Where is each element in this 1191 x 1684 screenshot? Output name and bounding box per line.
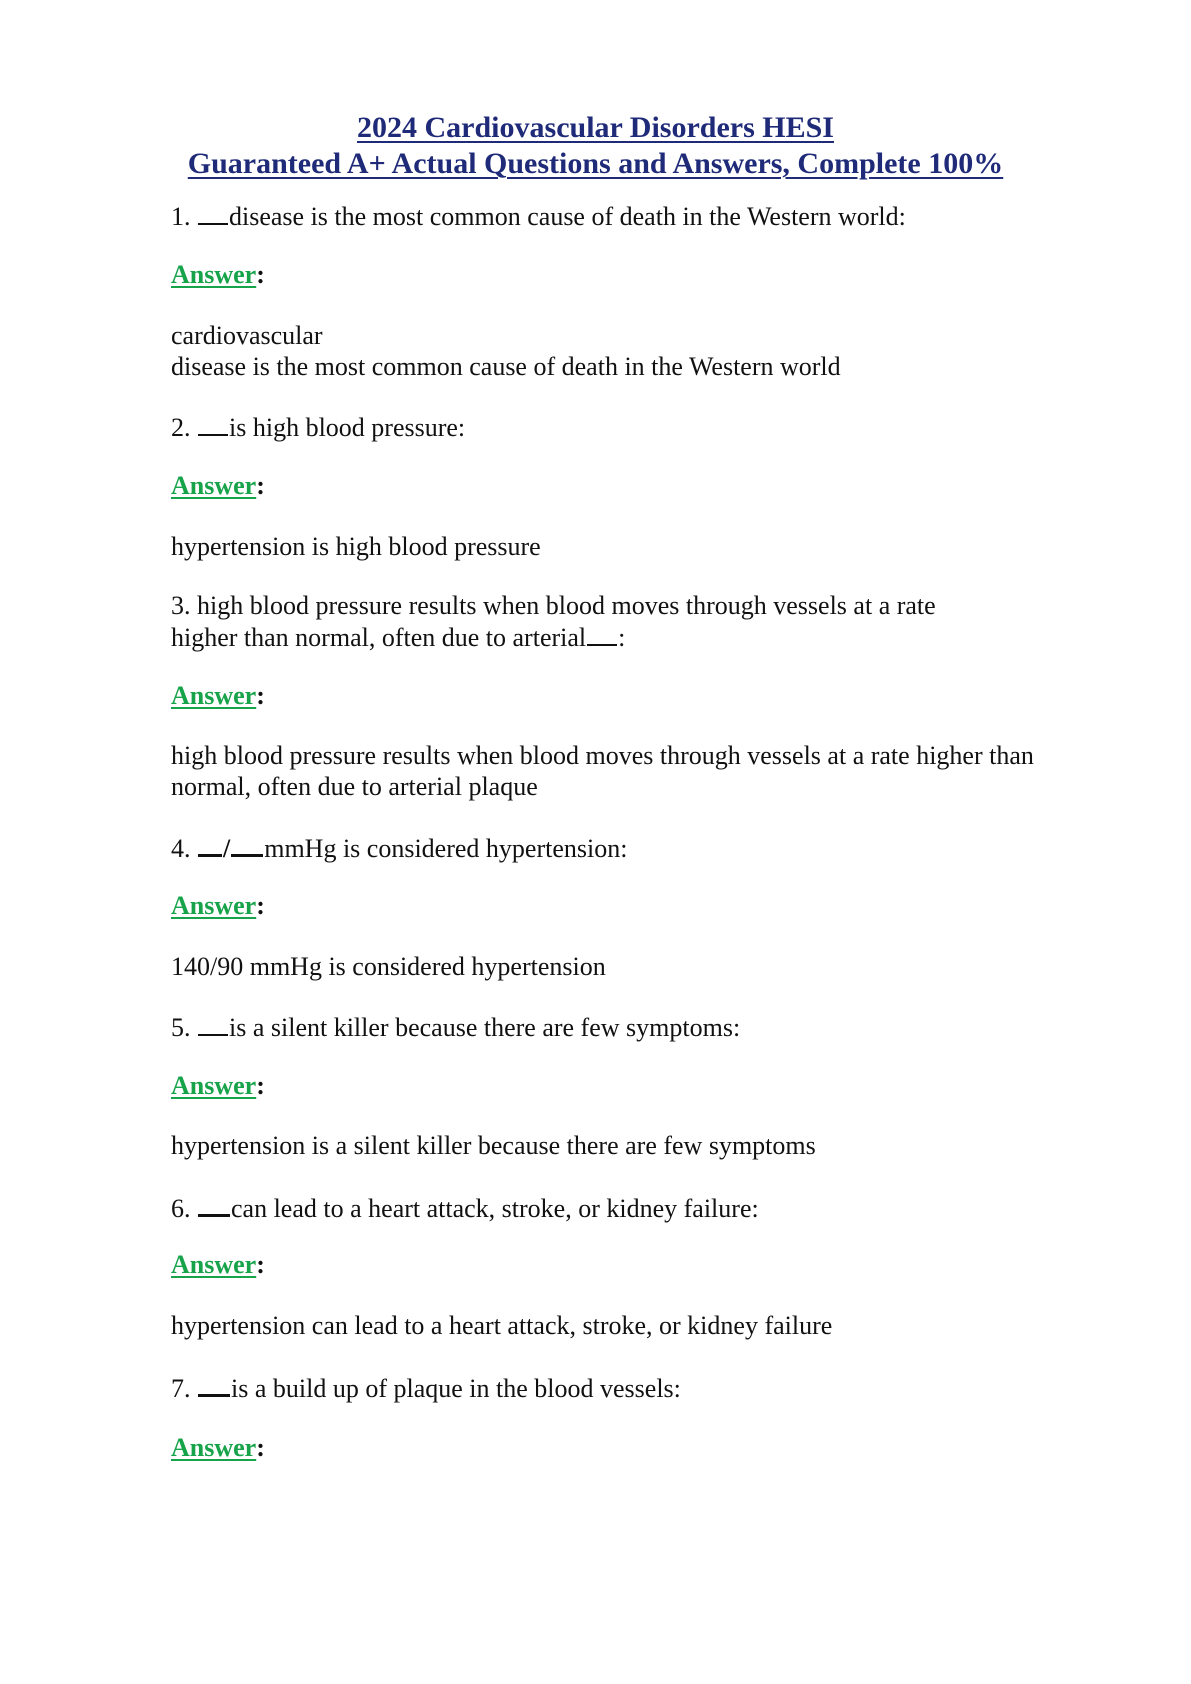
question-text: mmHg is considered hypertension:	[264, 834, 628, 863]
question-number: 2.	[171, 413, 191, 442]
answer-label-5	[171, 1070, 265, 1102]
answer-label-colon: :	[256, 681, 265, 710]
answer-label-word: Answer	[171, 1433, 257, 1462]
answer-blank	[198, 1010, 228, 1036]
question-slash: /	[223, 834, 231, 863]
answer-label-colon: :	[256, 471, 265, 500]
answer-5-line-1: hypertension is a silent killer because there are few symptoms	[171, 1131, 816, 1160]
answer-label-colon: :	[256, 1250, 265, 1279]
answer-6-line-1: hypertension can lead to a heart attack, stroke, or kidney failure	[171, 1311, 833, 1340]
answer-blank	[587, 620, 617, 646]
question-number: 3.	[171, 591, 191, 620]
answer-blank	[198, 830, 222, 857]
question-text: is a build up of plaque in the blood vessels:	[231, 1374, 681, 1403]
question-text: disease is the most common cause of death in the Western world:	[229, 202, 906, 231]
answer-label-4	[171, 890, 265, 922]
answer-blank	[198, 1190, 230, 1217]
answer-blank	[198, 410, 228, 436]
answer-blank	[198, 199, 228, 225]
answer-blank	[231, 830, 263, 857]
answer-blank	[198, 1370, 230, 1397]
question-text: is a silent killer because there are few symptoms:	[229, 1013, 741, 1042]
answer-2-line-1: hypertension is high blood pressure	[171, 532, 541, 561]
answer-label-word: Answer	[171, 1071, 257, 1100]
document-title-line-2: Guaranteed A+ Actual Questions and Answers, Complete 100%	[187, 147, 1004, 180]
question-text: high blood pressure results when blood moves through vessels at a rate	[197, 591, 936, 620]
answer-label-6	[171, 1249, 265, 1281]
answer-label-3	[171, 680, 265, 712]
document-title-line-1: 2024 Cardiovascular Disorders HESI	[357, 111, 834, 144]
answer-label-colon: :	[256, 1433, 265, 1462]
answer-label-word: Answer	[171, 891, 257, 920]
question-2	[171, 410, 1131, 444]
question-number: 7.	[171, 1374, 191, 1403]
answer-3-line-1: high blood pressure results when blood moves through vessels at a rate higher than	[171, 741, 1034, 770]
question-4	[171, 830, 1131, 865]
question-number: 6.	[171, 1194, 191, 1223]
question-1	[171, 199, 1131, 233]
question-text: higher than normal, often due to arterial	[171, 623, 587, 652]
question-3-line-2	[171, 620, 1131, 654]
answer-label-1	[171, 259, 265, 291]
answer-3-line-2: normal, often due to arterial plaque	[171, 772, 538, 801]
answer-label-colon: :	[256, 1071, 265, 1100]
question-text: can lead to a heart attack, stroke, or kidney failure:	[231, 1194, 759, 1223]
answer-1-line-2: disease is the most common cause of death in the Western world	[171, 352, 841, 381]
answer-4-line-1: 140/90 mmHg is considered hypertension	[171, 952, 606, 981]
question-number: 5.	[171, 1013, 191, 1042]
question-5	[171, 1010, 1131, 1044]
question-3	[171, 590, 1131, 622]
answer-label-colon: :	[256, 260, 265, 289]
question-7	[171, 1370, 1131, 1405]
question-text-end: :	[618, 623, 626, 652]
question-6	[171, 1190, 1131, 1225]
answer-1-line-1: cardiovascular	[171, 321, 323, 350]
answer-label-7	[171, 1432, 265, 1464]
answer-label-word: Answer	[171, 260, 257, 289]
answer-label-word: Answer	[171, 1250, 257, 1279]
question-text: is high blood pressure:	[229, 413, 466, 442]
answer-label-2	[171, 470, 265, 502]
question-number: 1.	[171, 202, 191, 231]
answer-label-word: Answer	[171, 471, 257, 500]
answer-label-word: Answer	[171, 681, 257, 710]
answer-label-colon: :	[256, 891, 265, 920]
question-number: 4.	[171, 834, 191, 863]
